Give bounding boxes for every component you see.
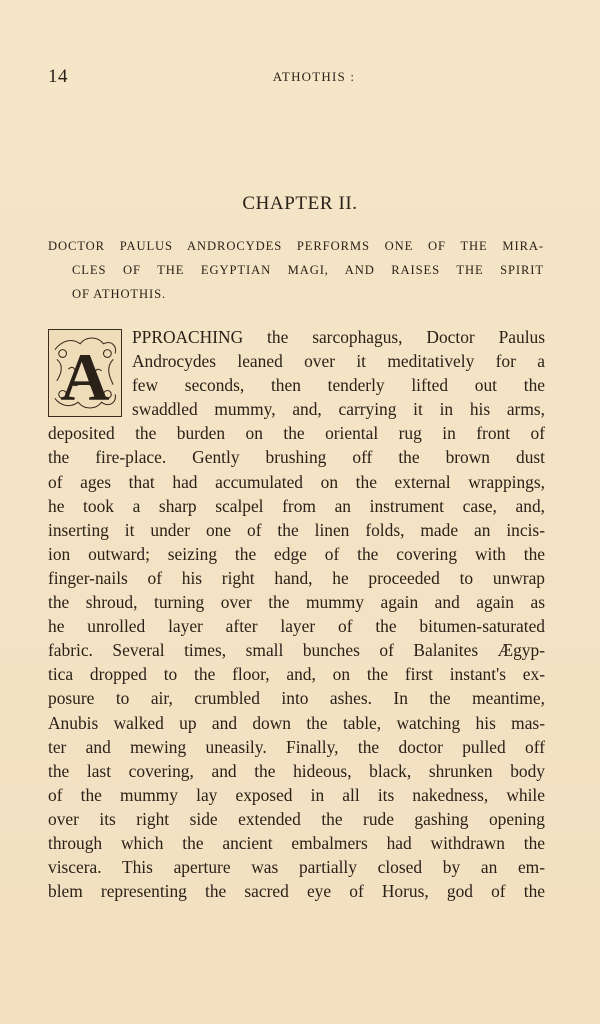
body-line: Androcydes leaned over it meditatively for a xyxy=(132,351,545,372)
body-line: the last covering, and the hideous, black, shrunken body xyxy=(48,760,545,781)
body-line: ion outward; seizing the edge of the covering with the xyxy=(48,543,545,564)
chapter-summary xyxy=(48,234,544,306)
body-line: viscera. This aperture was partially closed by an em- xyxy=(48,857,545,878)
page-number: 14 xyxy=(48,66,68,87)
body-line: blem representing the sacred eye of Horus, god of the xyxy=(48,881,545,902)
body-line: finger-nails of his right hand, he proceeded to unwrap xyxy=(48,567,545,588)
body-line: tica dropped to the floor, and, on the first instant's ex- xyxy=(48,664,545,685)
body-line: fabric. Several times, small bunches of Balanites Ægyp- xyxy=(48,640,545,661)
body-line: ter and mewing uneasily. Finally, the doctor pulled off xyxy=(48,736,545,757)
summary-line: OF ATHOTHIS. xyxy=(72,287,167,301)
running-title: ATHOTHIS : xyxy=(272,69,356,84)
svg-text:A: A xyxy=(60,339,110,416)
body-line: the shroud, turning over the mummy again and again as xyxy=(48,592,545,613)
body-line: he unrolled layer after layer of the bitumen-saturated xyxy=(48,616,545,637)
body-line: few seconds, then tenderly lifted out the xyxy=(132,375,545,396)
body-line: through which the ancient embalmers had withdrawn the xyxy=(48,832,545,853)
body-line: inserting it under one of the linen folds, made an incis- xyxy=(48,519,545,540)
ornamental-drop-cap-icon xyxy=(48,329,122,417)
body-line: swaddled mummy, and, carrying it in his arms, xyxy=(132,399,545,420)
body-line: he took a sharp scalpel from an instrument case, and, xyxy=(48,495,545,516)
body-line: the fire-place. Gently brushing off the brown dust xyxy=(48,447,545,468)
summary-line: DOCTOR PAULUS ANDROCYDES PERFORMS ONE OF THE MIRA- xyxy=(48,239,544,253)
body-text xyxy=(48,325,545,903)
running-head xyxy=(48,66,544,90)
summary-line: CLES OF THE EGYPTIAN MAGI, AND RAISES THE SPIRIT xyxy=(72,263,544,277)
body-line: Anubis walked up and down the table, watching his mas- xyxy=(48,712,545,733)
body-line: deposited the burden on the oriental rug in front of xyxy=(48,423,545,444)
body-line: of the mummy lay exposed in all its nakedness, while xyxy=(48,784,545,805)
body-line: of ages that had accumulated on the external wrappings, xyxy=(48,471,545,492)
body-line: PPROACHING the sarcophagus, Doctor Paulus xyxy=(132,327,545,347)
body-line: over its right side extended the rude gashing opening xyxy=(48,808,545,829)
body-line: posure to air, crumbled into ashes. In the meantime, xyxy=(48,688,545,709)
chapter-title: CHAPTER II. xyxy=(242,193,358,214)
